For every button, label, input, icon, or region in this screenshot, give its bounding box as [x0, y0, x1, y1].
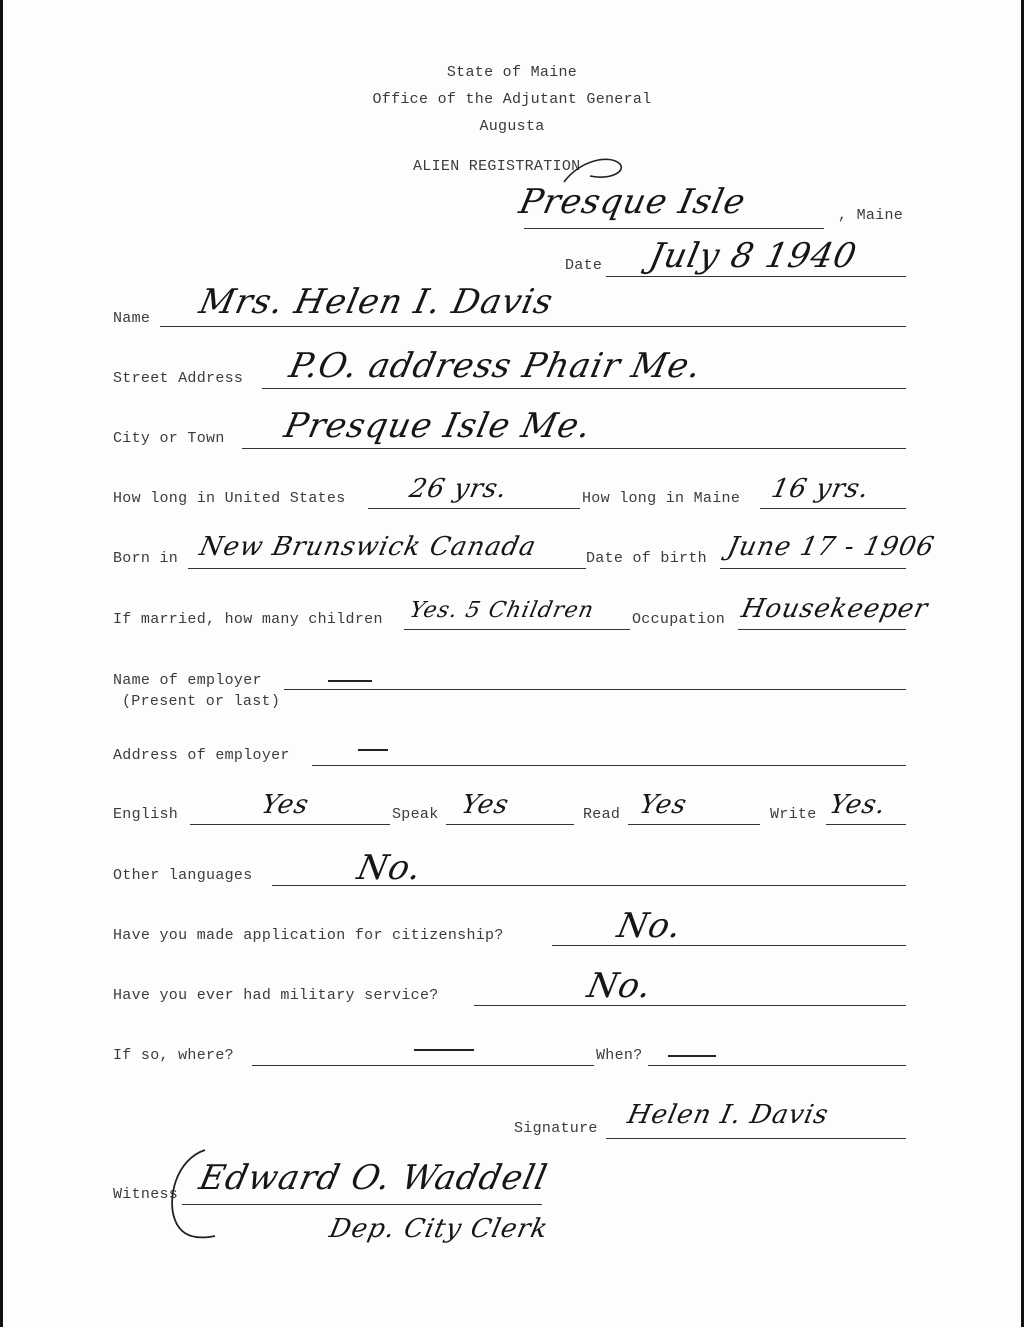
employer-label: Name of employer: [113, 672, 262, 689]
born-label: Born in: [113, 550, 179, 567]
us-time-handwritten: 26 yrs.: [406, 474, 511, 504]
street-handwritten: P.O. address Phair Me.: [285, 346, 706, 386]
name-line: [160, 326, 906, 327]
born-line: [188, 568, 586, 569]
name-handwritten: Mrs. Helen I. Davis: [195, 282, 557, 322]
occupation-label: Occupation: [632, 611, 726, 628]
born-handwritten: New Brunswick Canada: [196, 532, 540, 562]
city-handwritten: Presque Isle Me.: [280, 406, 595, 446]
signature-handwritten: Helen I. Davis: [624, 1100, 832, 1130]
us-time-line: [368, 508, 580, 509]
read-label: Read: [583, 806, 621, 823]
speak-line: [446, 824, 574, 825]
date-line: [606, 276, 906, 277]
english-line: [190, 824, 390, 825]
citizenship-line: [552, 945, 906, 946]
employer-line: [284, 689, 906, 690]
employer-sublabel: (Present or last): [122, 693, 281, 710]
signature-label: Signature: [514, 1120, 598, 1137]
military-line: [474, 1005, 906, 1006]
witness-label: Witness: [113, 1186, 179, 1203]
write-label: Write: [770, 806, 817, 823]
where-dash: [414, 1049, 474, 1051]
where-label: If so, where?: [113, 1047, 234, 1064]
dob-handwritten: June 17 - 1906: [724, 532, 938, 562]
read-handwritten: Yes: [636, 790, 690, 820]
other-languages-handwritten: No.: [353, 848, 426, 888]
employer-address-dash: [358, 749, 388, 751]
witness-title-handwritten: Dep. City Clerk: [326, 1214, 551, 1244]
dob-line: [720, 568, 906, 569]
when-line: [648, 1065, 906, 1066]
read-line: [628, 824, 760, 825]
header-state: State of Maine: [446, 64, 578, 81]
employer-address-label: Address of employer: [113, 747, 290, 764]
write-handwritten: Yes.: [826, 790, 890, 820]
citizenship-handwritten: No.: [613, 906, 686, 946]
date-handwritten: July 8 1940: [645, 236, 861, 276]
employer-dash: [328, 680, 372, 682]
speak-label: Speak: [392, 806, 439, 823]
city-line: [242, 448, 906, 449]
occupation-handwritten: Housekeeper: [738, 594, 931, 624]
witness-flourish: [165, 1140, 225, 1250]
occupation-line: [738, 629, 906, 630]
place-line: [524, 228, 824, 229]
form-title: ALIEN REGISTRATION: [413, 158, 581, 175]
citizenship-label: Have you made application for citizenship?: [113, 927, 504, 944]
write-line: [826, 824, 906, 825]
english-handwritten: Yes: [258, 790, 312, 820]
name-label: Name: [113, 310, 151, 327]
witness-line: [182, 1204, 542, 1205]
where-line: [252, 1065, 594, 1066]
header-office: Office of the Adjutant General: [372, 91, 652, 108]
children-line: [404, 629, 630, 630]
maine-time-handwritten: 16 yrs.: [768, 474, 873, 504]
other-languages-label: Other languages: [113, 867, 253, 884]
signature-line: [606, 1138, 906, 1139]
date-label: Date: [565, 257, 603, 274]
header-city: Augusta: [479, 118, 545, 135]
dob-label: Date of birth: [586, 550, 707, 567]
when-dash: [668, 1055, 716, 1057]
military-label: Have you ever had military service?: [113, 987, 439, 1004]
maine-time-label: How long in Maine: [582, 490, 741, 507]
witness-handwritten: Edward O. Waddell: [195, 1158, 552, 1198]
maine-time-line: [760, 508, 906, 509]
children-label: If married, how many children: [113, 611, 383, 628]
maine-label: , Maine: [838, 207, 904, 224]
when-label: When?: [596, 1047, 643, 1064]
left-scan-border: [0, 0, 3, 1327]
speak-handwritten: Yes: [458, 790, 512, 820]
english-label: English: [113, 806, 179, 823]
military-handwritten: No.: [583, 966, 656, 1006]
children-handwritten: Yes. 5 Children: [407, 598, 597, 623]
street-line: [262, 388, 906, 389]
street-label: Street Address: [113, 370, 244, 387]
employer-address-line: [312, 765, 906, 766]
us-time-label: How long in United States: [113, 490, 346, 507]
place-handwritten: Presque Isle: [515, 182, 750, 222]
city-label: City or Town: [113, 430, 225, 447]
